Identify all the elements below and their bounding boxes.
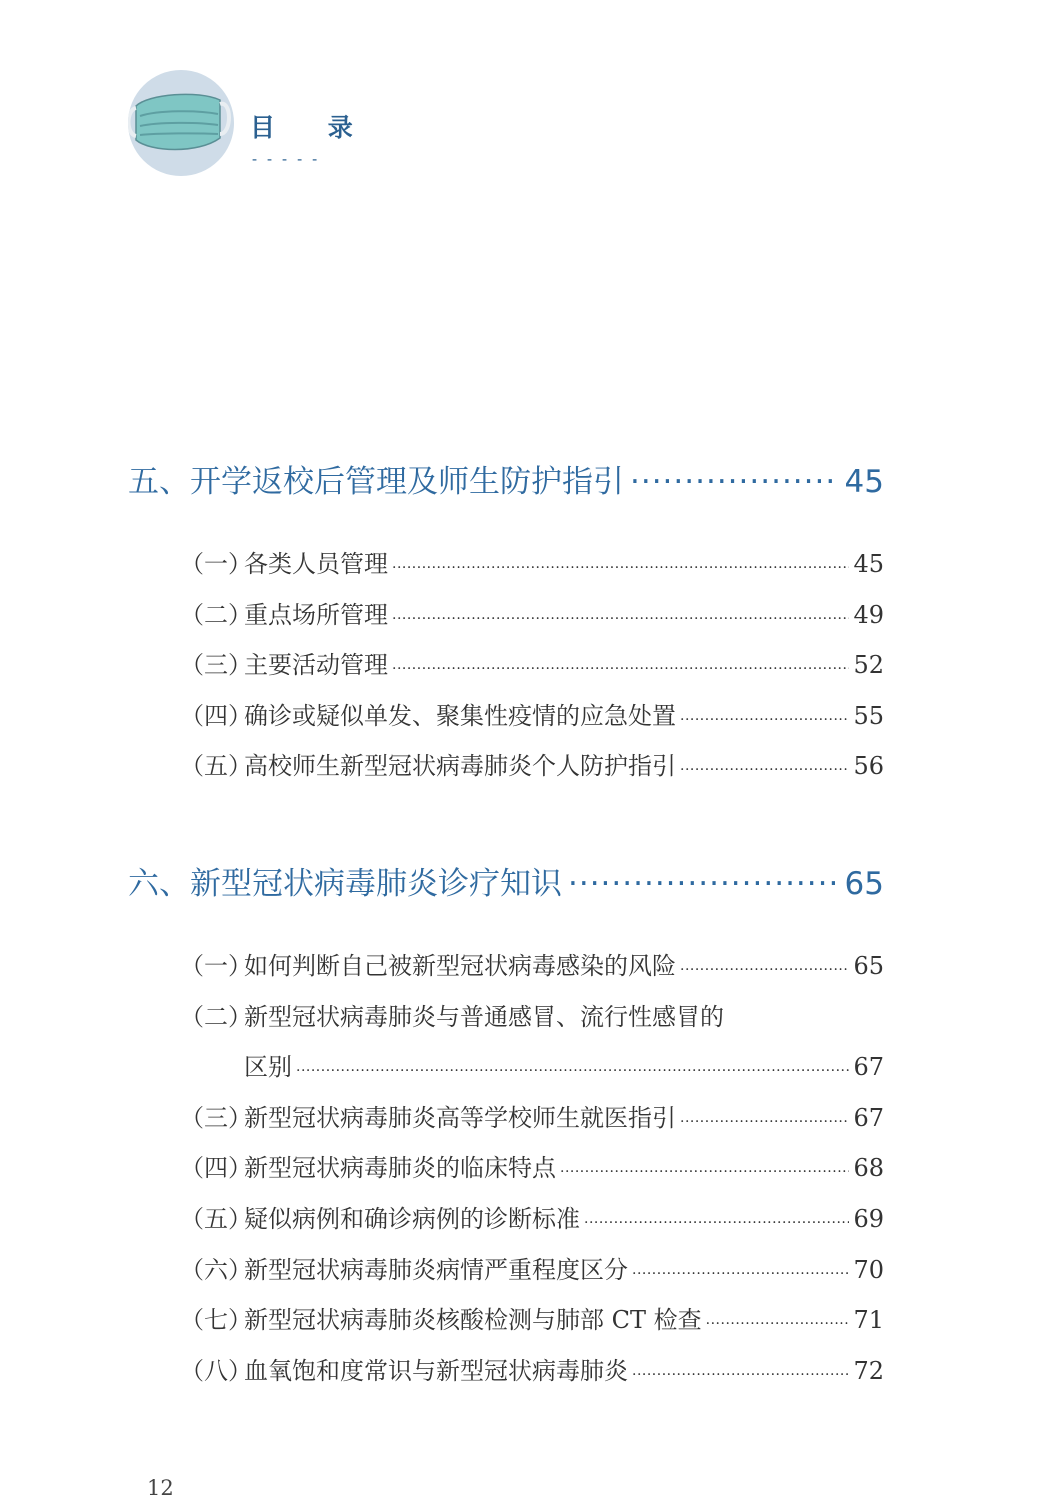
item-title: 各类人员管理 [244,550,388,578]
toc-item[interactable] [128,595,884,646]
item-page: 55 [853,701,884,730]
item-number: （六） [180,1255,252,1284]
section-title: 六、新型冠状病毒肺炎诊疗知识 [128,866,562,902]
toc-item[interactable] [128,746,884,797]
toc-item[interactable] [128,946,884,997]
item-number: （八） [180,1356,252,1385]
section-page: 45 [844,464,884,500]
item-number: （七） [180,1306,252,1335]
item-title: 重点场所管理 [244,600,388,629]
dot-leader [706,1316,850,1332]
item-title-continuation: 区别 [244,1053,292,1082]
toc-item[interactable] [128,544,884,595]
dot-leader [630,464,839,500]
item-page: 68 [853,1154,884,1183]
toc-section-6-items [128,946,884,1401]
page-number: 12 [147,1476,174,1500]
toc-item[interactable] [128,997,884,1048]
item-number: （四） [180,1154,252,1183]
dot-leader [680,712,849,728]
item-page: 67 [853,1053,884,1082]
section-heading[interactable] [128,456,884,506]
item-title: 确诊或疑似单发、聚集性疫情的应急处置 [244,701,676,730]
item-page: 52 [853,651,884,680]
item-title: 新型冠状病毒肺炎病情严重程度区分 [244,1255,628,1284]
toc-title-underline: ----- [250,150,326,168]
toc-item-continuation[interactable] [128,1047,884,1098]
toc-item[interactable] [128,1351,884,1402]
dot-leader [392,560,849,576]
dot-leader [568,866,839,902]
dot-leader [392,611,849,627]
item-page: 70 [853,1255,884,1284]
item-title: 新型冠状病毒肺炎的临床特点 [244,1154,556,1183]
item-page: 45 [853,550,884,578]
dot-leader [680,962,849,978]
item-number: （一） [180,550,252,578]
item-number: （三） [180,651,252,680]
item-number: （五） [180,752,252,781]
section-page: 65 [844,866,884,902]
toc-section-5 [128,456,884,506]
item-title: 血氧饱和度常识与新型冠状病毒肺炎 [244,1356,628,1385]
dot-leader [632,1367,849,1383]
toc-section-5-items [128,544,884,797]
item-number: （一） [180,952,252,980]
dot-leader [680,1114,849,1130]
item-page: 72 [853,1356,884,1385]
toc-item[interactable] [128,696,884,747]
item-page: 67 [853,1103,884,1132]
dot-leader [584,1215,849,1231]
item-title: 主要活动管理 [244,651,388,680]
item-number: （五） [180,1204,252,1233]
dot-leader [680,762,849,778]
toc-item[interactable] [128,1300,884,1351]
item-number: （四） [180,701,252,730]
item-title: 高校师生新型冠状病毒肺炎个人防护指引 [244,752,676,781]
dot-leader [296,1063,849,1079]
item-title: 如何判断自己被新型冠状病毒感染的风险 [244,952,676,980]
item-number: （三） [180,1103,252,1132]
toc-title: 目 录 [250,113,375,142]
item-title: 新型冠状病毒肺炎核酸检测与肺部 CT 检查 [244,1306,702,1335]
item-page: 71 [853,1306,884,1335]
dot-leader [632,1266,849,1282]
item-page: 69 [853,1204,884,1233]
item-title: 新型冠状病毒肺炎高等学校师生就医指引 [244,1103,676,1132]
toc-item[interactable] [128,645,884,696]
section-heading[interactable] [128,858,884,908]
toc-item[interactable] [128,1148,884,1199]
item-page: 49 [853,600,884,629]
toc-item[interactable] [128,1250,884,1301]
face-mask-icon [128,70,234,176]
item-page: 65 [853,952,884,980]
item-title: 新型冠状病毒肺炎与普通感冒、流行性感冒的 [244,1002,724,1031]
item-title: 疑似病例和确诊病例的诊断标准 [244,1204,580,1233]
toc-item[interactable] [128,1199,884,1250]
item-number: （二） [180,1002,252,1031]
toc-item[interactable] [128,1098,884,1149]
toc-section-6 [128,858,884,908]
dot-leader [560,1164,849,1180]
section-title: 五、开学返校后管理及师生防护指引 [128,464,624,500]
dot-leader [392,661,849,677]
item-number: （二） [180,600,252,629]
item-page: 56 [853,752,884,781]
